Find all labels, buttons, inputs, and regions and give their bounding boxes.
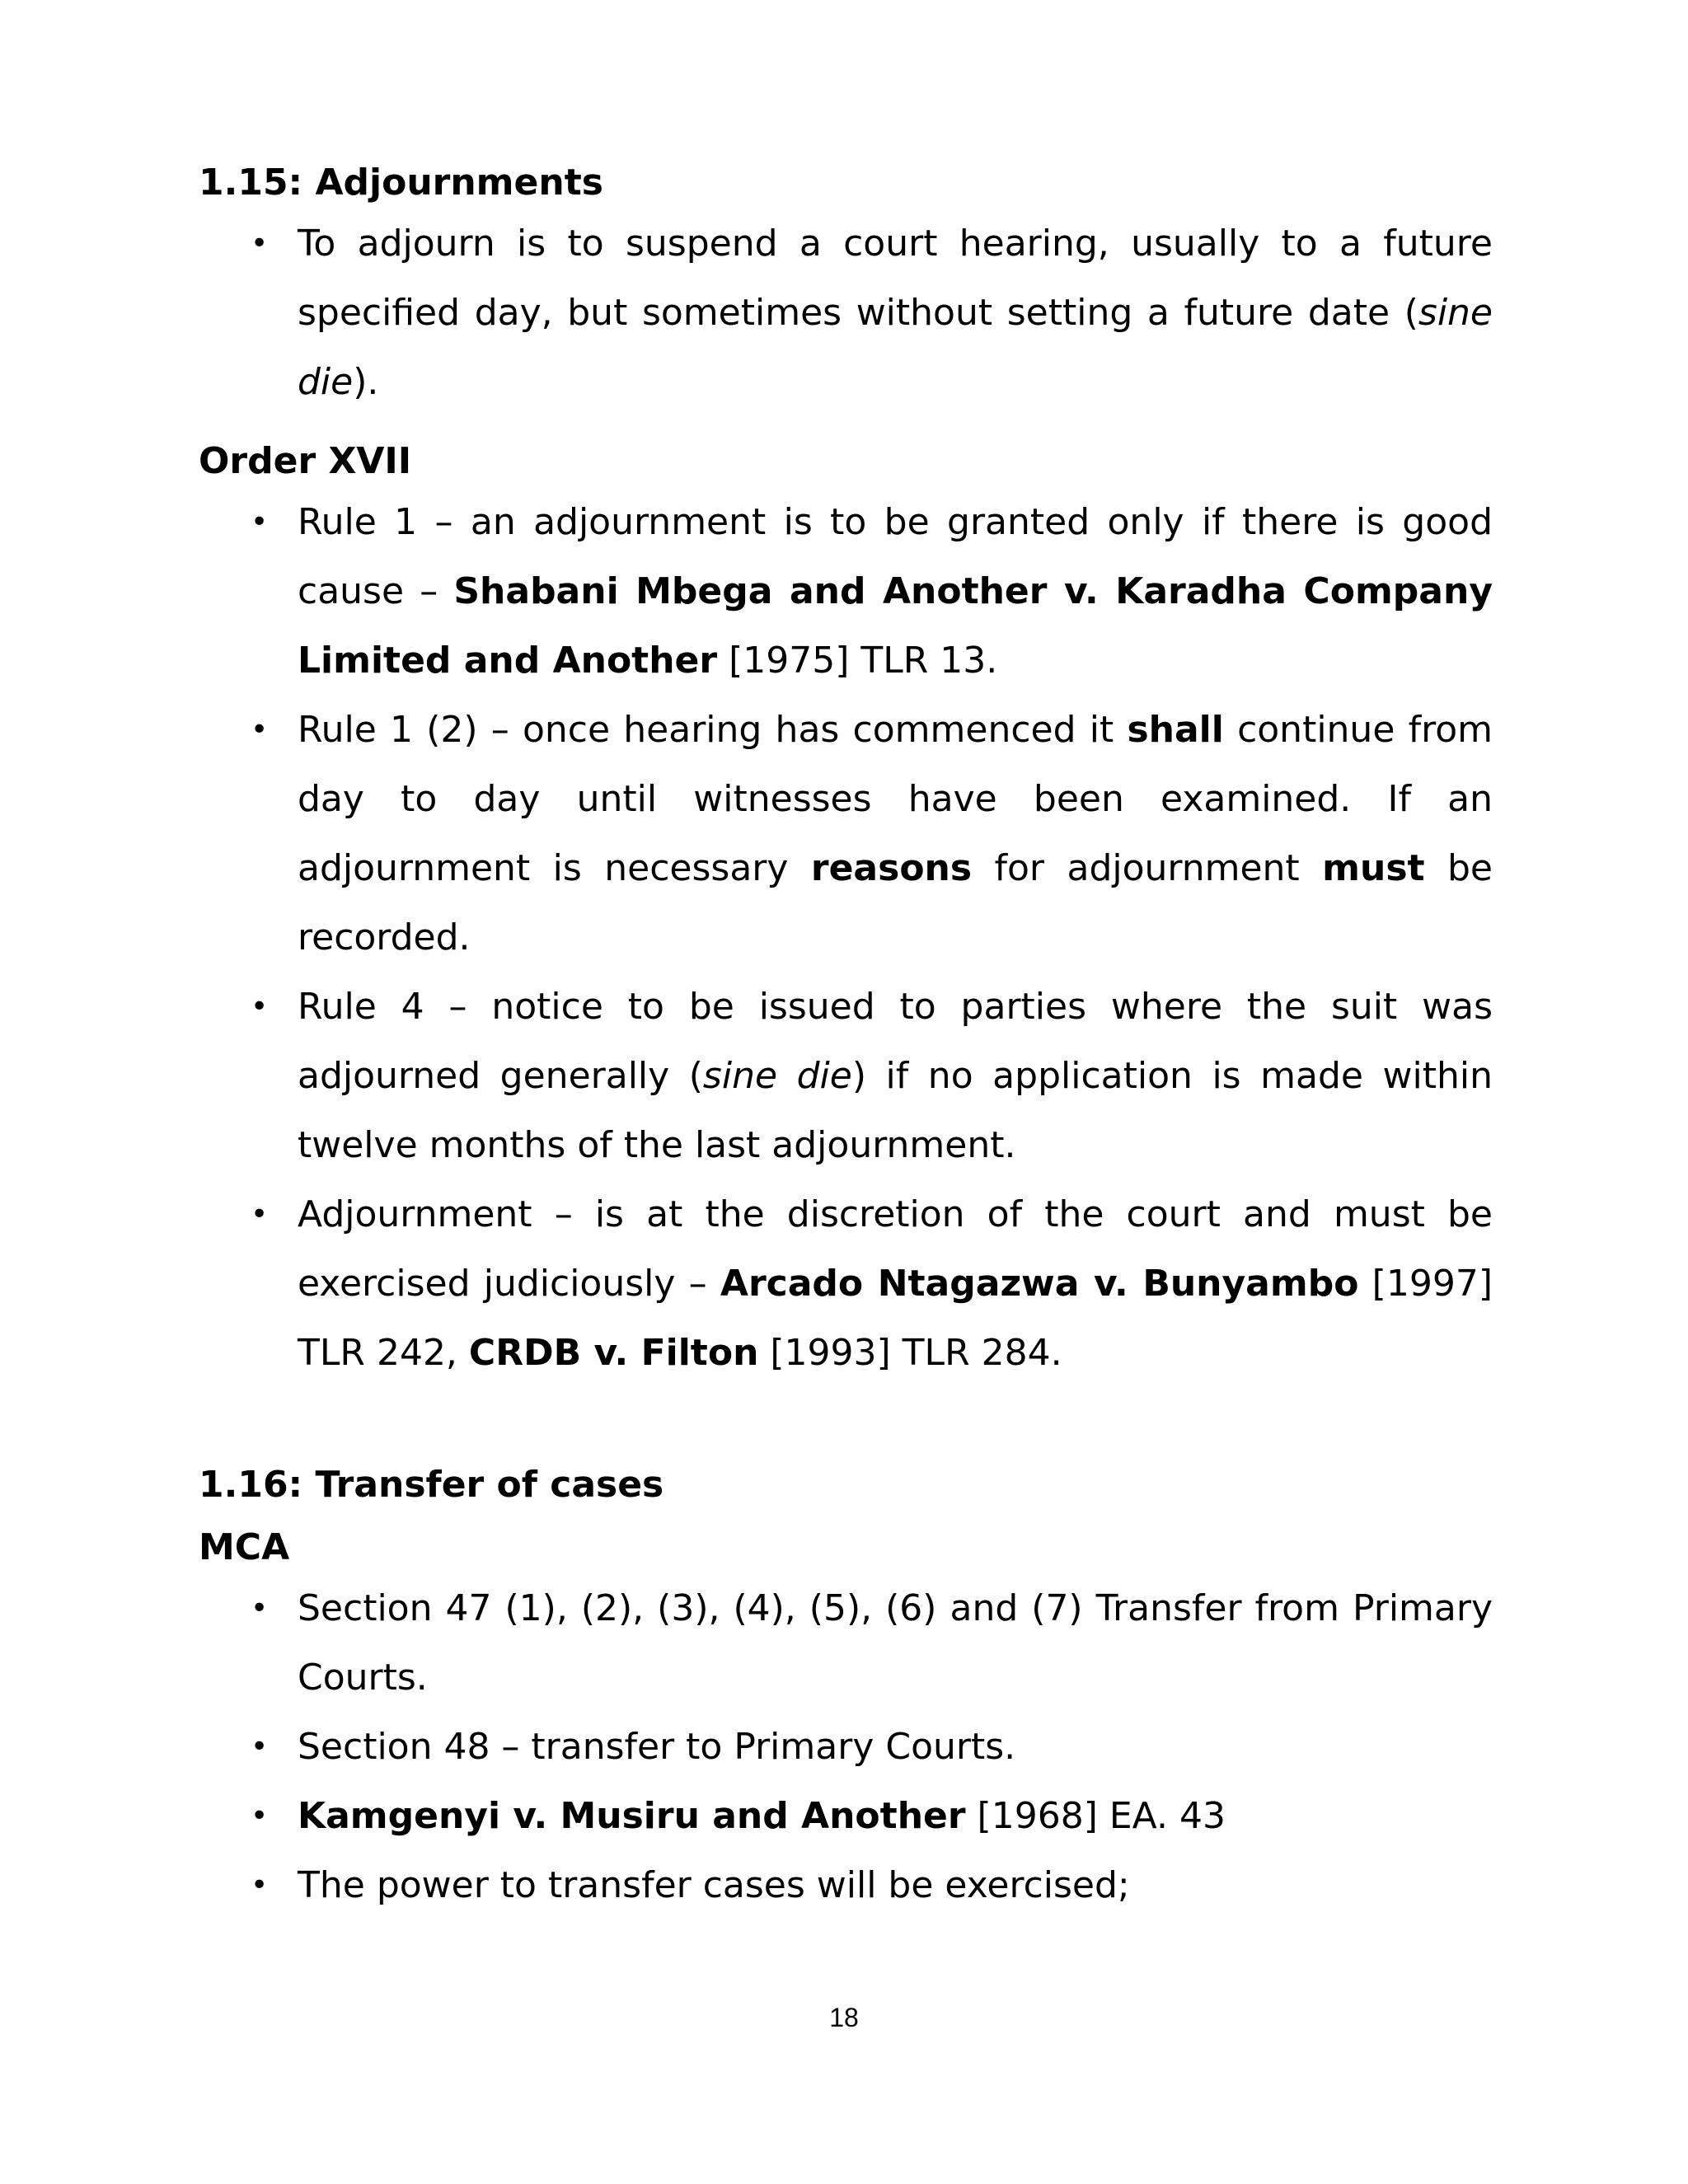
list-item: • Rule 1 – an adjournment is to be granted only if there is good cause – Shabani Mbega and Another v. Karadha Company Limited and Another [1975] TLR 13. <box>199 488 1493 696</box>
bullet-icon: • <box>251 1730 269 1764</box>
list-item: • Rule 4 – notice to be issued to parties where the suit was adjourned generally (sine die) if no application is made within twelve months of the last adjournment. <box>199 972 1493 1180</box>
page-number: 18 <box>829 2003 859 2032</box>
list-item: • Section 48 – transfer to Primary Courts. <box>199 1713 1493 1782</box>
subheading-mca: MCA <box>199 1526 290 1568</box>
case-name: Arcado Ntagazwa v. Bunyambo <box>720 1263 1359 1305</box>
case-name: Kamgenyi v. Musiru and Another <box>298 1795 966 1837</box>
bullet-icon: • <box>251 227 269 260</box>
heading-order-xvii: Order XVII <box>199 440 412 482</box>
heading-transfer-of-cases: 1.16: Transfer of cases <box>199 1464 664 1506</box>
list-item: • Section 47 (1), (2), (3), (4), (5), (6) and (7) Transfer from Primary Courts. <box>199 1574 1493 1713</box>
list-item: • Rule 1 (2) – once hearing has commenced it shall continue from day to day until witnesses have been examined. If an adjournment is necessary reasons for adjournment must be recorded. <box>199 696 1493 972</box>
list-item: • Adjournment – is at the discretion of the court and must be exercised judiciously – Arcado Ntagazwa v. Bunyambo [1997] TLR 242, CRDB v. Filton [1993] TLR 284. <box>199 1180 1493 1388</box>
bullet-icon: • <box>251 713 269 747</box>
case-name: CRDB v. Filton <box>468 1332 759 1374</box>
heading-adjournments: 1.15: Adjournments <box>199 162 603 204</box>
list-item: • Kamgenyi v. Musiru and Another [1968] EA. 43 <box>199 1782 1493 1851</box>
bullet-icon: • <box>251 1799 269 1833</box>
order-list <box>199 488 1493 1388</box>
list-item: • The power to transfer cases will be exercised; <box>199 1851 1493 1920</box>
bullet-icon: • <box>251 505 269 539</box>
adjournments-list <box>199 209 1493 417</box>
case-name: Shabani Mbega and Another v. Karadha Company Limited and Another <box>298 570 1493 682</box>
bullet-icon: • <box>251 1197 269 1231</box>
bullet-icon: • <box>251 1591 269 1625</box>
bullet-icon: • <box>251 1868 269 1902</box>
bullet-icon: • <box>251 990 269 1024</box>
transfer-list <box>199 1574 1493 1920</box>
document-page <box>199 157 1493 1920</box>
list-item: • To adjourn is to suspend a court hearing, usually to a future specified day, but sometimes without setting a future date (sine die). <box>199 209 1493 417</box>
